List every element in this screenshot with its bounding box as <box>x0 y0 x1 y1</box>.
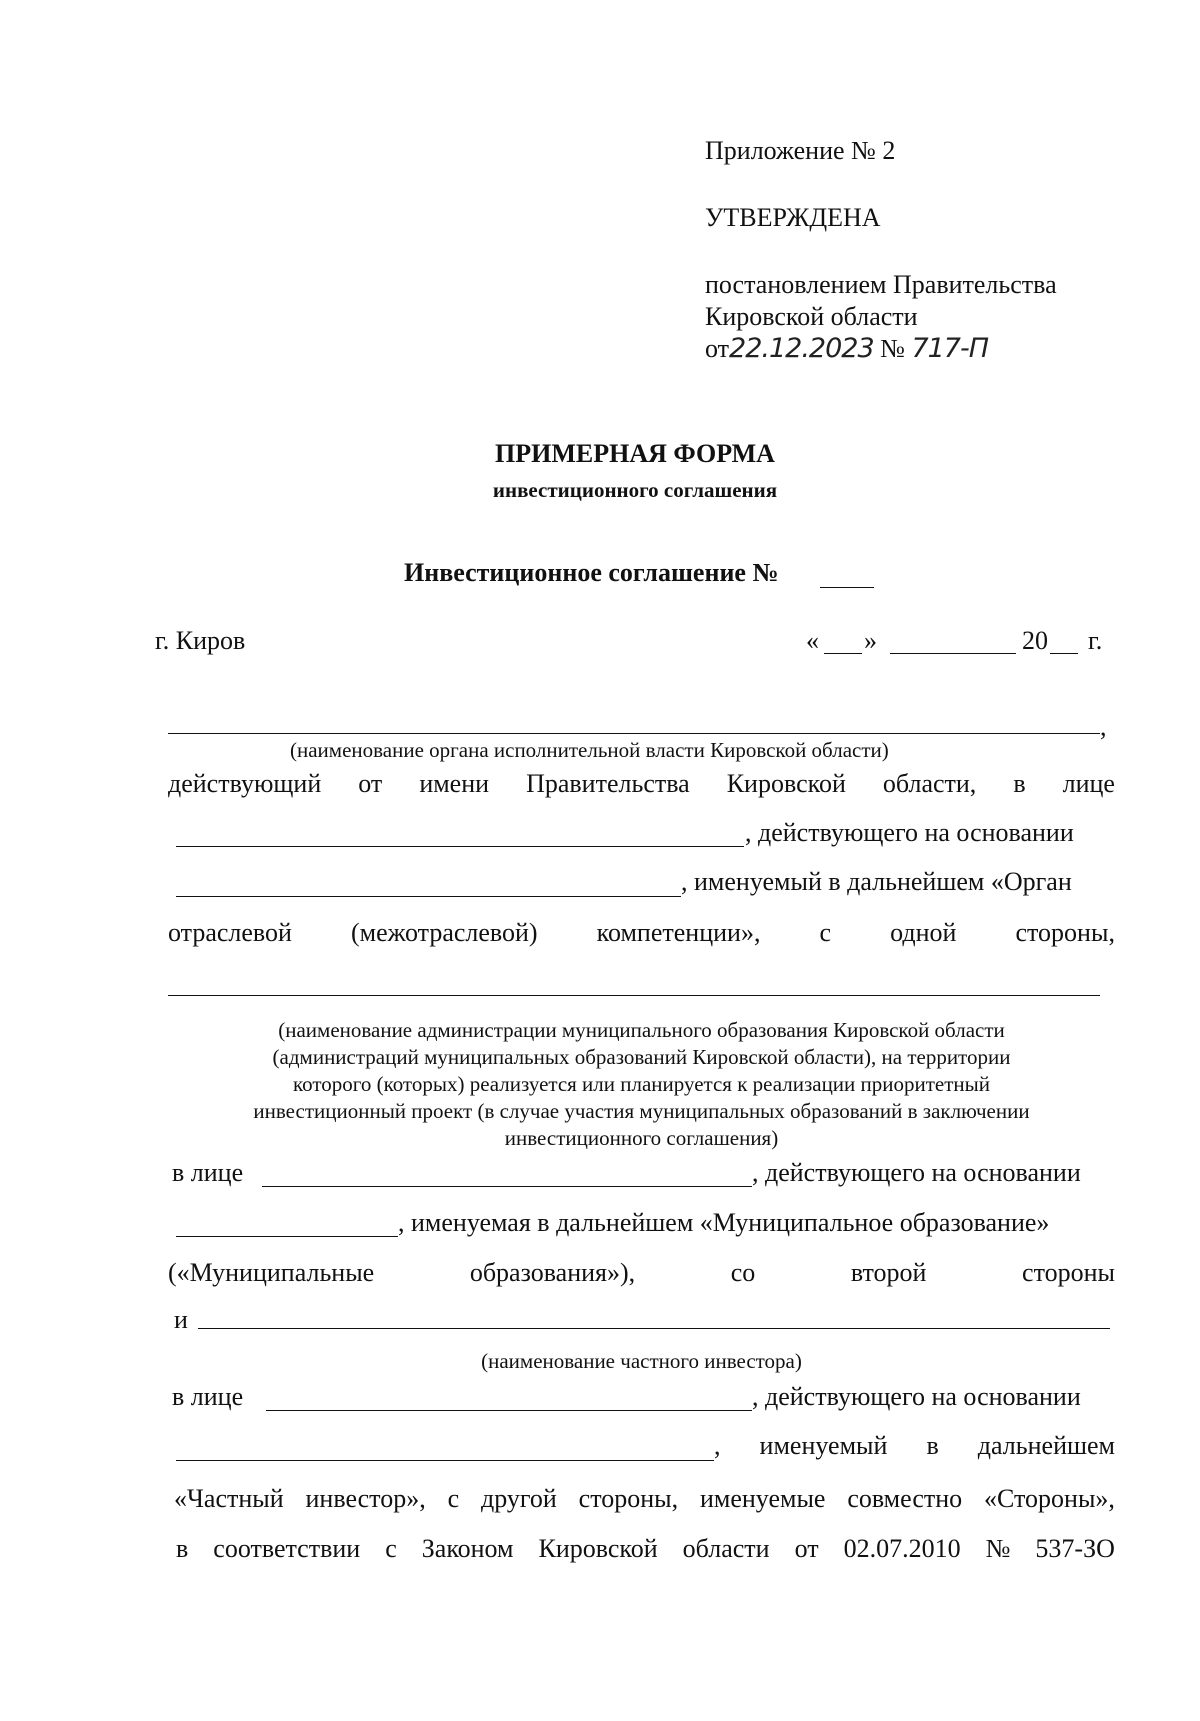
representative-blank-3 <box>266 1410 752 1411</box>
municipal-note-1: (наименование администрации муниципального образования Кировской области <box>278 1018 1005 1042</box>
word: одной <box>890 918 957 947</box>
agreement-title <box>404 557 779 589</box>
appendix-label: Приложение № 2 <box>705 136 896 165</box>
word: с <box>447 1484 460 1513</box>
acting-basis-1: , действующего на основании <box>745 818 1074 847</box>
word: стороны <box>1022 1258 1115 1287</box>
word: в <box>926 1431 939 1460</box>
word: со <box>730 1258 756 1287</box>
word: с <box>819 918 832 947</box>
year-prefix: 20 <box>1022 626 1048 655</box>
basis-blank-2 <box>176 1236 398 1237</box>
resolution-date-line <box>705 333 988 365</box>
word: именуемые <box>699 1484 826 1513</box>
authority-note: (наименование органа исполнительной власти Кировской области) <box>290 738 889 762</box>
body-line-4 <box>168 917 1115 949</box>
number-prefix: № <box>880 334 905 363</box>
word: инвестор», <box>305 1484 426 1513</box>
word: стороны, <box>1015 918 1115 947</box>
representative-blank-2 <box>262 1186 752 1187</box>
word: отраслевой <box>168 918 292 947</box>
investor-blank <box>198 1328 1110 1329</box>
municipal-blank <box>168 995 1100 996</box>
word: 02.07.2010 <box>843 1534 961 1563</box>
word: от <box>794 1534 819 1563</box>
date-month-blank <box>890 653 1016 654</box>
and-label: и <box>174 1305 188 1334</box>
agreement-title-text: Инвестиционное соглашение № <box>404 558 779 587</box>
agreement-number-blank <box>820 587 874 588</box>
word: лице <box>1062 769 1115 798</box>
acting-basis-3: , действующего на основании <box>752 1382 1081 1411</box>
resolution-line-2: Кировской области <box>705 302 918 331</box>
word: Кировской <box>726 769 846 798</box>
representative-blank-1 <box>176 846 744 847</box>
word: Законом <box>421 1534 514 1563</box>
word: (межотраслевой) <box>351 918 538 947</box>
word: Кировской <box>538 1534 658 1563</box>
word: в <box>176 1534 189 1563</box>
word: имени <box>419 769 490 798</box>
municipal-note-4: инвестиционный проект (в случае участия муниципальных образований в заключении <box>253 1099 1030 1123</box>
handwritten-date: 22.12.2023 <box>729 333 874 364</box>
in-person-1: в лице <box>172 1158 244 1187</box>
word: , <box>714 1431 721 1460</box>
word: в <box>1013 769 1026 798</box>
word: компетенции», <box>596 918 761 947</box>
word: 537-ЗО <box>1035 1534 1115 1563</box>
basis-blank-1 <box>176 896 681 897</box>
word: «Стороны», <box>984 1484 1115 1513</box>
word: («Муниципальные <box>168 1258 375 1287</box>
word: стороны, <box>578 1484 679 1513</box>
word: образования»), <box>469 1258 636 1287</box>
date-open-quote: « <box>806 626 819 655</box>
word: другой <box>480 1484 557 1513</box>
body-line-11 <box>174 1483 1115 1515</box>
word: «Частный <box>174 1484 284 1513</box>
word: Правительства <box>526 769 690 798</box>
hereinafter-1: , именуемый в дальнейшем «Орган <box>681 867 1072 896</box>
word: от <box>358 769 383 798</box>
handwritten-number: 717-П <box>911 333 989 364</box>
word: области <box>682 1534 770 1563</box>
authority-comma: , <box>1100 712 1107 741</box>
body-line-10 <box>714 1430 1115 1462</box>
basis-blank-3 <box>176 1460 714 1461</box>
acting-basis-2: , действующего на основании <box>752 1158 1081 1187</box>
resolution-line-1: постановлением Правительства <box>705 270 1057 299</box>
word: действующий <box>168 769 322 798</box>
investor-note: (наименование частного инвестора) <box>481 1349 802 1373</box>
body-line-1 <box>168 768 1115 800</box>
from-prefix: от <box>705 334 730 363</box>
in-person-2: в лице <box>172 1382 244 1411</box>
word: с <box>385 1534 397 1563</box>
word: второй <box>850 1258 927 1287</box>
word: области, <box>882 769 977 798</box>
word: совместно <box>847 1484 963 1513</box>
municipal-note-2: (администраций муниципальных образований Кировской области), на территории <box>272 1045 1011 1069</box>
date-close-quote: » <box>864 626 877 655</box>
word: соответствии <box>213 1534 361 1563</box>
authority-blank <box>168 733 1100 734</box>
municipal-note-3: которого (которых) реализуется или планируется к реализации приоритетный <box>292 1072 991 1096</box>
date-day-blank <box>824 653 862 654</box>
date-year-blank <box>1050 653 1078 654</box>
word: № <box>985 1534 1011 1563</box>
form-title: ПРИМЕРНАЯ ФОРМА <box>495 439 775 468</box>
year-suffix: г. <box>1088 626 1103 655</box>
form-subtitle: инвестиционного соглашения <box>492 478 778 502</box>
body-line-12 <box>176 1533 1115 1565</box>
approved-label: УТВЕРЖДЕНА <box>705 203 881 232</box>
municipal-note-5: инвестиционного соглашения) <box>504 1126 779 1150</box>
city-label: г. Киров <box>155 626 246 655</box>
hereinafter-2: , именуемая в дальнейшем «Муниципальное образование» <box>398 1208 1050 1237</box>
word: дальнейшем <box>977 1431 1115 1460</box>
body-line-7 <box>168 1257 1115 1289</box>
word: именуемый <box>759 1431 888 1460</box>
